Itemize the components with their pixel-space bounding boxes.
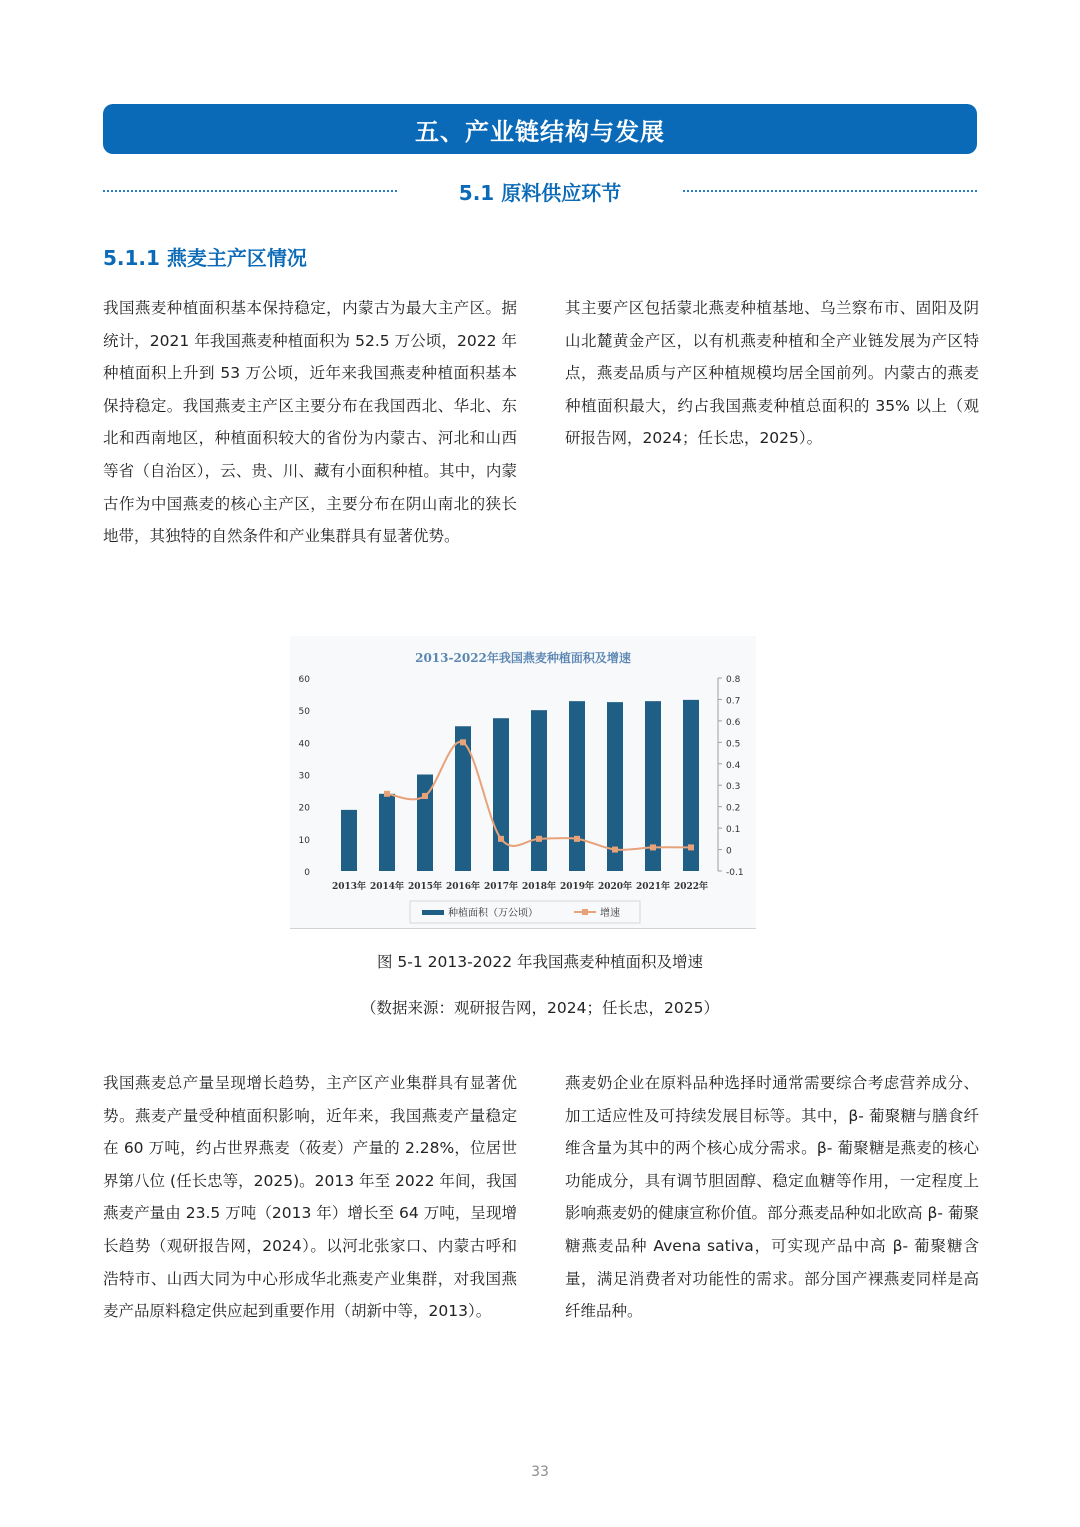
x-axis-label: 2021年: [635, 882, 671, 892]
page-number: 33: [531, 1464, 549, 1480]
right-axis-tick-label: 0.4: [726, 760, 741, 771]
right-axis-tick-label: 0: [726, 846, 732, 857]
chapter-title: 五、产业链结构与发展: [415, 117, 665, 146]
growth-point-2019年: [574, 836, 580, 842]
x-axis-label: 2013年: [331, 882, 367, 892]
section-header: [103, 176, 977, 206]
paragraph-left-top: 我国燕麦种植面积基本保持稳定，内蒙古为最大主产区。据统计，2021 年我国燕麦种植面积为 52.5 万公顷，2022 年种植面积上升到 53 万公顷，近年来我国燕麦种植面积基本保持稳定。我国燕麦主产区主要分布在我国西北、华北、东北和西南地区，种植面积较大的省份为内蒙古、河北和山西等省（自治区），云、贵、川、藏有小面积种植。其中，内蒙古作为中国燕麦的核心主产区，主要分布在阴山南北的狭长地带，其独特的自然条件和产业集群具有显著优势。: [103, 299, 517, 546]
x-axis-label: 2015年: [407, 882, 443, 892]
bar-2017年: [493, 718, 509, 871]
legend-marker-growth: [582, 909, 588, 915]
right-axis-tick-label: 0.6: [726, 717, 741, 728]
right-axis-tick-label: 0.1: [726, 825, 741, 836]
figure-caption: 图 5-1 2013-2022 年我国燕麦种植面积及增速: [376, 953, 704, 971]
right-axis-tick-label: -0.1: [726, 868, 744, 878]
oat-area-chart: [290, 636, 756, 928]
dotted-divider-right: [683, 190, 977, 192]
paragraph-right-bottom: 燕麦奶企业在原料品种选择时通常需要综合考虑营养成分、加工适应性及可持续发展目标等。其中，β- 葡聚糖与膳食纤维含量为其中的两个核心成分需求。β- 葡聚糖是燕麦的核心功能成分，具有调节胆固醇、稳定血糖等作用，一定程度上影响燕麦奶的健康宣称价值。部分燕麦品种如北欧高 β- 葡聚糖燕麦品种 Avena sativa，可实现产品中高 β- 葡聚糖含量，满足消费者对功能性的需求。部分国产裸燕麦同样是高纤维品种。: [565, 1074, 979, 1321]
x-axis-label: 2014年: [369, 882, 405, 892]
growth-point-2014年: [384, 791, 390, 797]
left-axis-tick-label: 20: [298, 803, 310, 814]
x-axis-label: 2016年: [445, 882, 481, 892]
x-axis-label: 2022年: [673, 882, 709, 892]
section-title: 5.1 原料供应环节: [458, 180, 622, 205]
x-axis-label: 2018年: [521, 882, 557, 892]
growth-point-2022年: [688, 844, 694, 850]
right-axis-tick-label: 0.5: [726, 739, 741, 750]
x-axis-label: 2020年: [597, 882, 633, 892]
growth-point-2018年: [536, 836, 542, 842]
growth-point-2020年: [612, 847, 618, 853]
x-axis-label: 2017年: [483, 882, 519, 892]
bar-2014年: [379, 794, 395, 871]
growth-point-2016年: [460, 739, 466, 745]
left-axis-tick-label: 0: [304, 868, 310, 878]
growth-point-2015年: [422, 793, 428, 799]
bar-2013年: [341, 810, 357, 871]
right-axis-tick-label: 0.7: [726, 696, 741, 707]
bar-2018年: [531, 710, 547, 871]
chapter-banner: [103, 104, 977, 154]
growth-point-2021年: [650, 844, 656, 850]
chart-figure: [290, 636, 756, 929]
x-axis-label: 2019年: [559, 882, 595, 892]
bar-2019年: [569, 701, 585, 871]
chart-title: 2013-2022年我国燕麦种植面积及增速: [415, 651, 631, 665]
right-axis-tick-label: 0.3: [726, 782, 741, 793]
left-axis-tick-label: 50: [298, 707, 310, 718]
right-axis-tick-label: 0.2: [726, 803, 741, 814]
left-axis-tick-label: 60: [298, 675, 310, 685]
subsection-title: 5.1.1 燕麦主产区情况: [103, 246, 307, 270]
legend-swatch-area: [422, 910, 444, 915]
left-axis-tick-label: 10: [298, 835, 310, 846]
left-axis-tick-label: 30: [298, 771, 310, 782]
legend-label-area: 种植面积（万公顷）: [448, 908, 538, 919]
paragraph-left-bottom: 我国燕麦总产量呈现增长趋势，主产区产业集群具有显著优势。燕麦产量受种植面积影响，近年来，我国燕麦产量稳定在 60 万吨，约占世界燕麦（莜麦）产量的 2.28%，位居世界第八位 (任长忠等，2025)。2013 年至 2022 年间，我国燕麦产量由 23.5 万吨（2013 年）增长至 64 万吨，呈现增长趋势（观研报告网，2024）。以河北张家口、内蒙古呼和浩特市、山西大同为中心形成华北燕麦产业集群，对我国燕麦产品原料稳定供应起到重要作用（胡新中等，2013）。: [103, 1074, 517, 1321]
left-axis-tick-label: 40: [298, 739, 310, 750]
legend-label-growth: 增速: [600, 908, 620, 919]
right-axis-tick-label: 0.8: [726, 675, 741, 685]
figure-source: （数据来源：观研报告网，2024；任长忠，2025）: [361, 999, 719, 1017]
paragraph-right-top: 其主要产区包括蒙北燕麦种植基地、乌兰察布市、固阳及阴山北麓黄金产区，以有机燕麦种植和全产业链发展为产区特点，燕麦品质与产区种植规模均居全国前列。内蒙古的燕麦种植面积最大，约占我国燕麦种植总面积的 35% 以上（观研报告网，2024；任长忠，2025）。: [565, 299, 979, 448]
bar-2020年: [607, 702, 623, 871]
dotted-divider-left: [103, 190, 397, 192]
growth-point-2017年: [498, 836, 504, 842]
